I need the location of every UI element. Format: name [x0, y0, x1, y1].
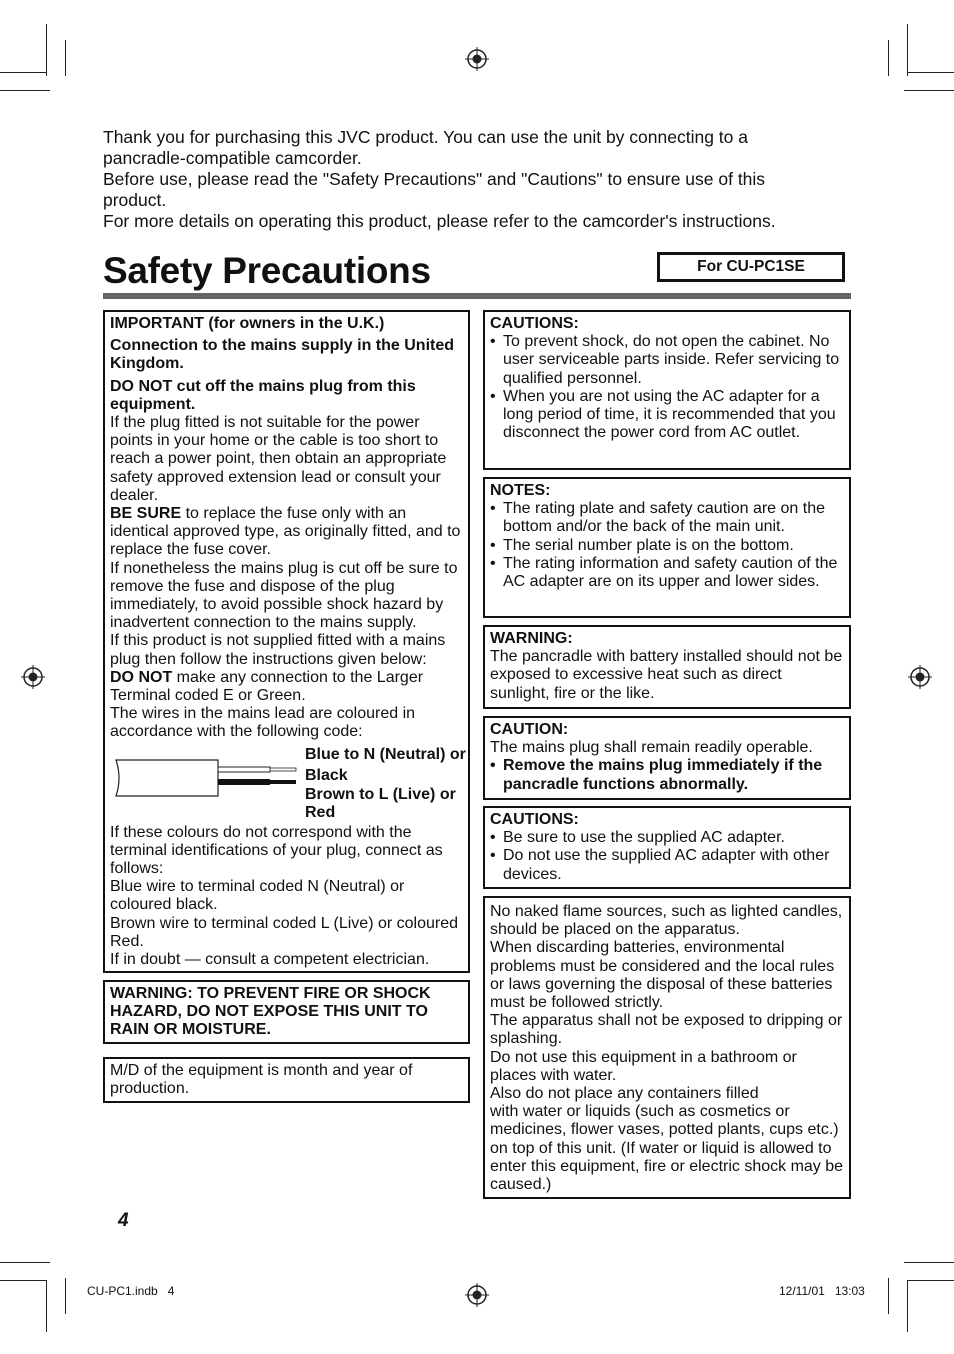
crop-mark: [907, 1280, 908, 1332]
crop-mark: [46, 24, 47, 76]
list-item-text: The rating information and safety caution of the AC adapter are on its upper and lower sides.: [503, 554, 838, 591]
crop-mark: [908, 1280, 954, 1281]
uk-text: make any connection to the Larger Terminal coded E or Green.: [110, 668, 424, 705]
crop-mark: [904, 90, 954, 91]
bullet-icon: •: [490, 847, 496, 865]
list-item-text: The serial number plate is on the bottom.: [503, 536, 794, 554]
bullet-icon: •: [490, 554, 496, 572]
crop-mark: [888, 1278, 889, 1314]
cautions-heading: CAUTIONS:: [490, 315, 579, 332]
list-item: [490, 829, 845, 847]
list-item-text: The rating plate and safety caution are on the bottom and/or the back of the main unit.: [503, 500, 825, 536]
uk-paragraph: If these colours do not correspond with the terminal identifications of your plug, connect as follows:: [110, 823, 443, 878]
list-item: [490, 757, 845, 793]
flame-paragraph: with water or liquids (such as cosmetics or medicines, flower vases, potted plants, cups etc.) on top of this unit. (If water or liquid is allowed to enter this equipment, fire or electric shock may be caused.): [490, 1103, 844, 1194]
bullet-icon: •: [490, 829, 496, 847]
notes-heading: NOTES:: [490, 482, 551, 499]
md-note-text: M/D of the equipment is month and year of production.: [110, 1062, 413, 1098]
list-item-text: To prevent shock, do not open the cabinet. No user serviceable parts inside. Refer servicing to qualified personnel.: [503, 333, 840, 387]
uk-heading: IMPORTANT (for owners in the U.K.): [110, 315, 385, 332]
uk-paragraph: If the plug fitted is not suitable for the power points in your home or the cable is too short to reach a power point, then obtain an appropriate safety approved extension lead or consult your dealer.: [110, 414, 447, 504]
list-item: [490, 537, 845, 555]
warning-heat-box: [483, 625, 851, 709]
list-item-text: Do not use the supplied AC adapter with other devices.: [503, 847, 830, 883]
bullet-icon: •: [490, 757, 496, 775]
flame-paragraph: No naked flame sources, such as lighted candles, should be placed on the apparatus.: [490, 903, 843, 939]
title-rule: [103, 293, 851, 299]
list-item: [490, 333, 845, 388]
uk-paragraph: [110, 505, 464, 560]
cautions-adapter-box: [483, 806, 851, 889]
wire-blue-label: Blue to N (Neutral) or Black: [305, 745, 466, 784]
caution-plug-box: [483, 716, 851, 800]
list-item: [490, 500, 845, 536]
uk-paragraph: If in doubt — consult a competent electrician.: [110, 951, 430, 969]
intro-text: [103, 127, 823, 232]
cautions-box: [483, 310, 851, 470]
page-number: 4: [118, 1210, 129, 1231]
page-title: Safety Precautions: [103, 250, 431, 291]
intro-paragraph: For more details on operating this product, please refer to the camcorder's instructions.: [103, 211, 776, 231]
uk-subheading: DO NOT cut off the mains plug from this equipment.: [110, 377, 416, 413]
uk-paragraph: [110, 669, 464, 705]
emphasis: DO NOT: [110, 668, 173, 686]
registration-mark-icon: [908, 665, 932, 689]
crop-mark: [0, 1262, 50, 1263]
intro-paragraph: Thank you for purchasing this JVC product. You can use the unit by connecting to a pancradle-compatible camcorder.: [103, 127, 748, 168]
warning-fire-box: [103, 980, 470, 1044]
flame-paragraph: Also do not place any containers filled: [490, 1085, 759, 1103]
registration-mark-icon: [465, 1283, 489, 1307]
list-item: [490, 847, 845, 883]
list-item-text: Remove the mains plug immediately if the pancradle functions abnormally.: [503, 757, 823, 793]
uk-text: to replace the fuse only with an identical approved type, as originally fitted, and to replace the fuse cover.: [110, 505, 461, 559]
bullet-icon: •: [490, 536, 496, 554]
wire-brown-label: Brown to L (Live) or Red: [305, 785, 456, 821]
uk-paragraph: Brown wire to terminal coded L (Live) or coloured Red.: [110, 914, 459, 950]
crop-mark: [0, 90, 50, 91]
flame-paragraph: When discarding batteries, environmental problems must be considered and the local rules or laws governing the disposal of these batteries must be followed strictly.: [490, 939, 835, 1012]
bullet-icon: •: [490, 387, 496, 405]
notes-box: [483, 477, 851, 618]
bullet-icon: •: [490, 500, 496, 518]
warning-fire-text: WARNING: TO PREVENT FIRE OR SHOCK HAZARD, DO NOT EXPOSE THIS UNIT TO RAIN OR MOISTURE.: [110, 985, 431, 1039]
uk-subheading: Connection to the mains supply in the United Kingdom.: [110, 337, 455, 373]
list-item-text: Be sure to use the supplied AC adapter.: [503, 829, 785, 847]
crop-mark: [904, 1262, 954, 1263]
flame-paragraph: The apparatus shall not be exposed to dripping or splashing.: [490, 1012, 843, 1048]
crop-mark: [46, 1280, 47, 1332]
footer-timestamp: 12/11/01 13:03: [779, 1284, 865, 1298]
uk-paragraph: If this product is not supplied fitted with a mains plug then follow the instructions given below:: [110, 632, 446, 668]
warning-text: The pancradle with battery installed should not be exposed to excessive heat such as direct sunlight, fire or the like.: [490, 648, 843, 702]
flame-water-box: [483, 896, 851, 1199]
uk-paragraph: If nonetheless the mains plug is cut off be sure to remove the fuse and dispose of the plug immediately, to avoid possible shock hazard by inadvertent connection to the mains supply.: [110, 559, 458, 632]
cautions-heading: CAUTIONS:: [490, 811, 579, 828]
list-item-text: When you are not using the AC adapter for a long period of time, it is recommended that you disconnect the power cord from AC outlet.: [503, 387, 836, 442]
crop-mark: [65, 1278, 66, 1314]
crop-mark: [0, 1280, 46, 1281]
registration-mark-icon: [465, 47, 489, 71]
uk-paragraph: Blue wire to terminal coded N (Neutral) or coloured black.: [110, 878, 405, 914]
emphasis: BE SURE: [110, 505, 182, 523]
crop-mark: [888, 40, 889, 76]
bullet-icon: •: [490, 333, 496, 351]
caution-text: The mains plug shall remain readily operable.: [490, 739, 813, 757]
intro-paragraph: Before use, please read the "Safety Precautions" and "Cautions" to ensure use of this product.: [103, 169, 766, 210]
uk-paragraph: The wires in the mains lead are coloured in accordance with the following code:: [110, 705, 416, 741]
md-note-box: [103, 1057, 470, 1103]
list-item: [490, 555, 845, 591]
crop-mark: [908, 72, 954, 73]
model-label: For CU-PC1SE: [657, 252, 845, 282]
caution-heading: CAUTION:: [490, 721, 569, 738]
mains-lead-illustration: [110, 758, 300, 802]
list-item: [490, 388, 845, 443]
crop-mark: [0, 72, 46, 73]
registration-mark-icon: [21, 665, 45, 689]
warning-heading: WARNING:: [490, 630, 573, 647]
uk-mains-box: [103, 310, 470, 973]
crop-mark: [907, 24, 908, 76]
wire-legend: [305, 744, 475, 822]
flame-paragraph: Do not use this equipment in a bathroom or places with water.: [490, 1048, 797, 1084]
footer-file-info: CU-PC1.indb 4: [87, 1284, 175, 1298]
wire-diagram: [110, 744, 464, 824]
crop-mark: [65, 40, 66, 76]
